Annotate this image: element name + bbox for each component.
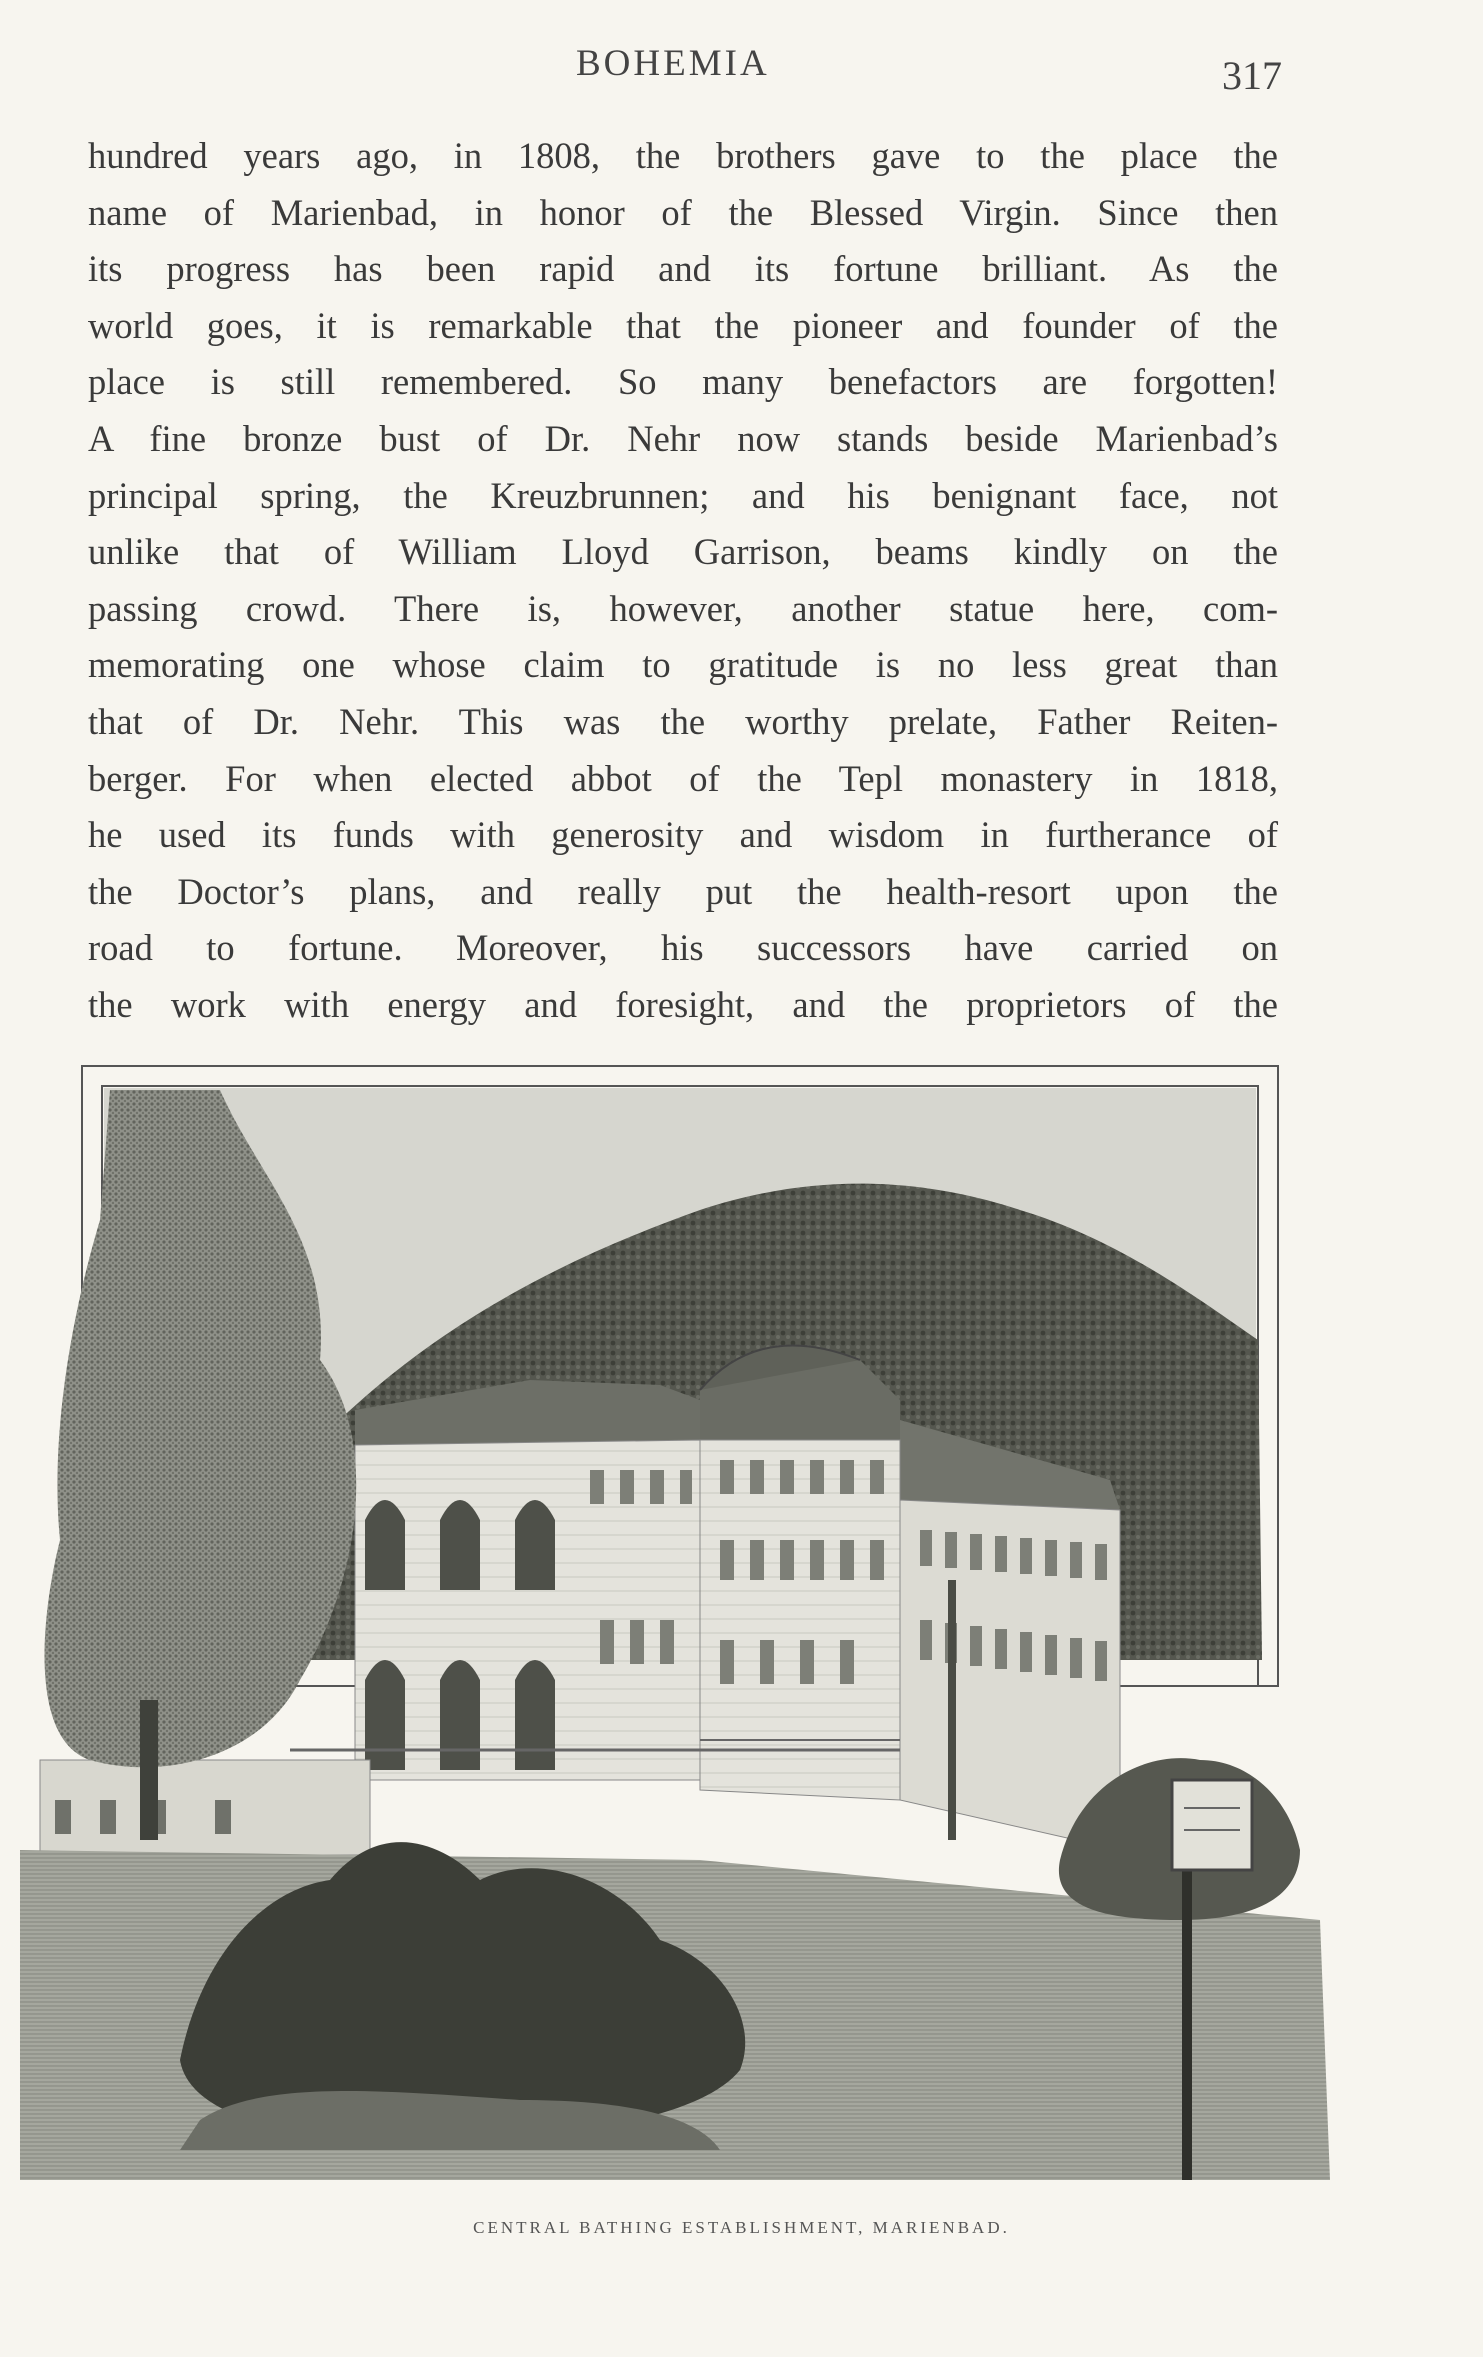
- text-line: world goes, it is remarkable that the pioneer and founder of the: [88, 304, 1278, 346]
- running-head: [0, 42, 1483, 102]
- text-line: memorating one whose claim to gratitude is no less great than: [88, 644, 1278, 686]
- text-line: A fine bronze bust of Dr. Nehr now stands beside Marienbad’s: [88, 417, 1278, 459]
- text-line: unlike that of William Lloyd Garrison, beams kindly on the: [88, 531, 1278, 573]
- text-line: its progress has been rapid and its fortune brilliant. As the: [88, 248, 1278, 290]
- page-number: 317: [1222, 53, 1282, 98]
- text-line: that of Dr. Nehr. This was the worthy prelate, Father Reiten-: [88, 700, 1278, 742]
- text-line: road to fortune. Moreover, his successors have carried on: [88, 927, 1278, 969]
- text-line: hundred years ago, in 1808, the brothers gave to the place the: [88, 135, 1278, 176]
- text-line: the Doctor’s plans, and really put the health-resort upon the: [88, 870, 1278, 912]
- bathing-establishment-engraving: [0, 1060, 1483, 2190]
- text-line: name of Marienbad, in honor of the Blessed Virgin. Since then: [88, 191, 1278, 233]
- text-line: berger. For when elected abbot of the Tepl monastery in 1818,: [88, 757, 1278, 799]
- running-title: BOHEMIA: [576, 43, 770, 84]
- figure-caption: CENTRAL BATHING ESTABLISHMENT, MARIENBAD.: [473, 2218, 1010, 2237]
- text-line: place is still remembered. So many benefactors are forgotten!: [88, 361, 1278, 403]
- text-line: he used its funds with generosity and wisdom in furtherance of: [88, 814, 1278, 856]
- text-line: passing crowd. There is, however, another statue here, com-: [88, 587, 1278, 629]
- text-line: the work with energy and foresight, and the proprietors of the: [88, 983, 1278, 1025]
- text-line: principal spring, the Kreuzbrunnen; and his benignant face, not: [88, 474, 1278, 516]
- illustration-figure: [0, 1060, 1483, 2190]
- body-text: [88, 128, 1278, 1034]
